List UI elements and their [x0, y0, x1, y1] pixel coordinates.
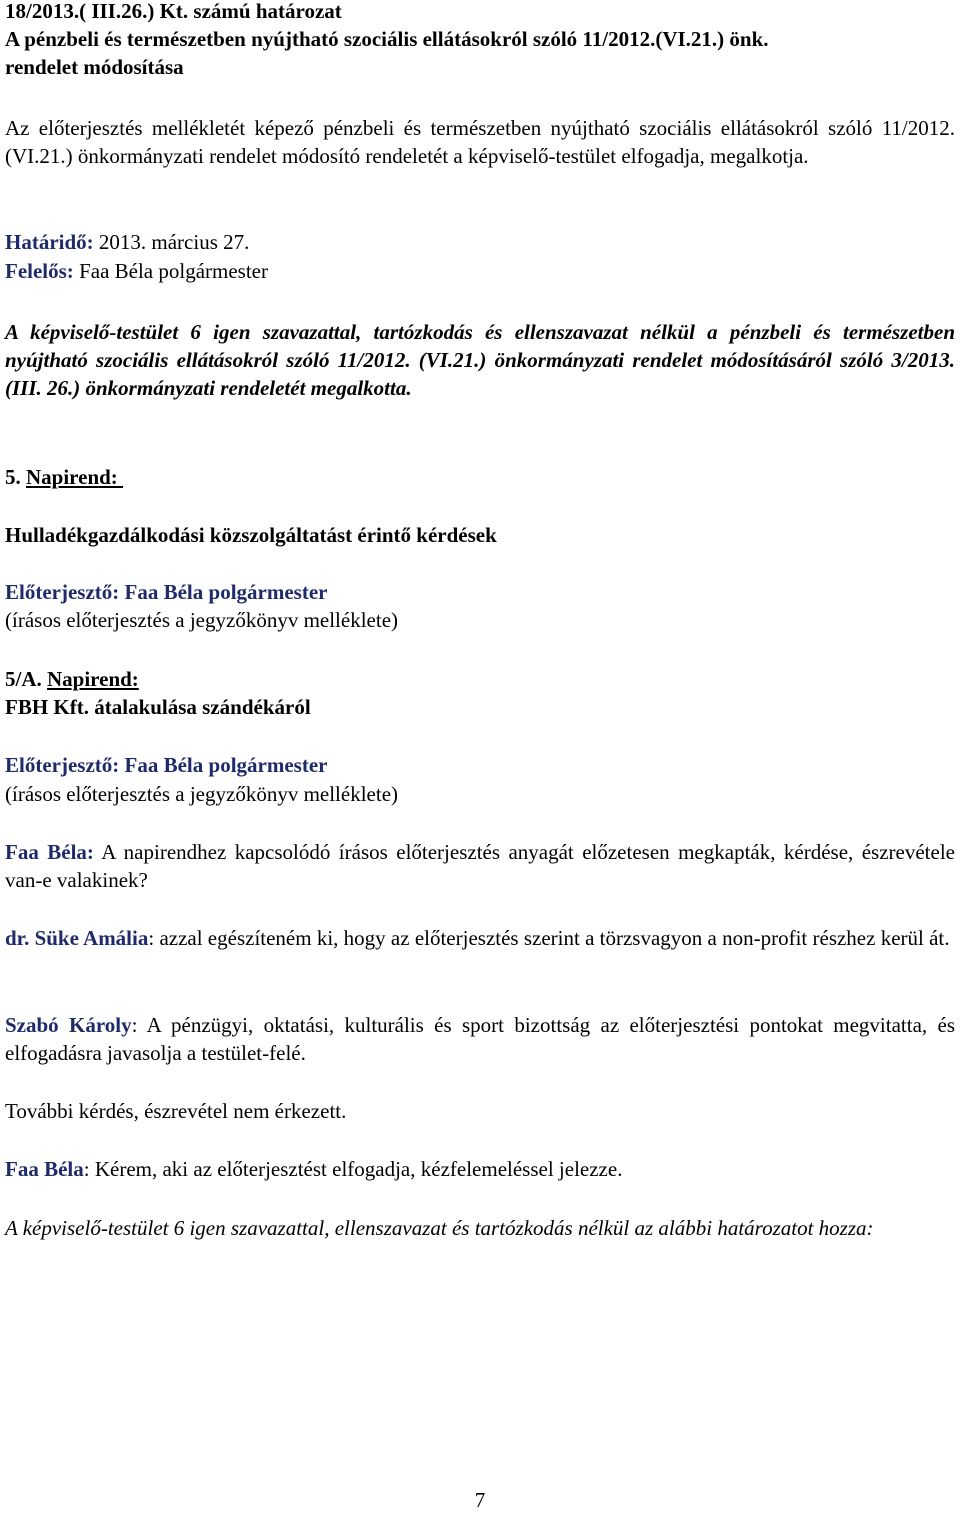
- statement-faa-bela: [5, 838, 955, 894]
- speaker-name: Szabó Károly: [5, 1013, 132, 1037]
- deadline-value: 2013. március 27.: [93, 230, 250, 254]
- speaker-name: Faa Béla:: [5, 840, 94, 864]
- agenda-5a-title: FBH Kft. átalakulása szándékáról: [5, 695, 311, 719]
- agenda-5-note: (írásos előterjesztés a jegyzőkönyv melléklete): [5, 608, 399, 632]
- resolution-header: [5, 0, 955, 81]
- agenda-5a-note: (írásos előterjesztés a jegyzőkönyv melléklete): [5, 782, 399, 806]
- statement-text: : A pénzügyi, oktatási, kulturális és sport bizottság az előterjesztési pontokat megvitatta, és elfogadásra javasolja a testület-felé.: [5, 1013, 955, 1065]
- resolution-number: 18/2013.( III.26.) Kt. számú határozat: [5, 0, 342, 23]
- resolution-body: Az előterjesztés mellékletét képező pénzbeli és természetben nyújtható szociális ellátásokról szóló 11/2012. (VI.21.) önkormányzati rendelet módosító rendeletét a képviselő-testület elfogadja, megalkotja.: [5, 116, 955, 168]
- agenda-5-presenter-name: Faa Béla polgármester: [119, 580, 328, 604]
- statement-text: A napirendhez kapcsolódó írásos előterjesztés anyagát előzetesen megkapták, kérdése, észrevétele van-e valakinek?: [5, 840, 955, 892]
- agenda-5-heading: [5, 463, 955, 491]
- vote-statement-1: A képviselő-testület 6 igen szavazattal, tartózkodás és ellenszavazat nélkül a pénzbeli és természetben nyújtható szociális ellátásokról szóló 11/2012. (VI.21.) önkormányzati rendelet módosításáról szóló 3/2013. (III. 26.) önkormányzati rendeletét megalkotta.: [5, 320, 955, 400]
- agenda-5a-label: Napirend:: [47, 667, 139, 691]
- agenda-5a-presenter-name: Faa Béla polgármester: [119, 753, 328, 777]
- statement-text: : azzal egészíteném ki, hogy az előterjesztés szerint a törzsvagyon a non-profit részhez kerül át.: [148, 926, 950, 950]
- agenda-5-title: Hulladékgazdálkodási közszolgáltatást érintő kérdések: [5, 523, 497, 547]
- page-number: 7: [474, 1488, 486, 1512]
- speaker-name: dr. Süke Amália: [5, 926, 149, 950]
- agenda-5-label: Napirend:: [26, 465, 124, 489]
- statement-szabo-karoly: [5, 1011, 955, 1067]
- agenda-5a-presenter-label: Előterjesztő:: [5, 753, 120, 777]
- closing-statement: [5, 1155, 955, 1183]
- agenda-5a-number: 5/A.: [5, 667, 47, 691]
- speaker-name: Faa Béla: [5, 1157, 84, 1181]
- agenda-5a-heading: [5, 665, 955, 693]
- statement-suke-amalia: [5, 924, 955, 952]
- resolution-subject: A pénzbeli és természetben nyújtható szociális ellátásokról szóló 11/2012.(VI.21.) önk.: [5, 27, 769, 51]
- responsible-line: [5, 257, 955, 285]
- deadline-line: [5, 228, 955, 256]
- agenda-5-presenter-label: Előterjesztő:: [5, 580, 120, 604]
- responsible-label: Felelős:: [5, 259, 74, 283]
- no-more-questions: További kérdés, észrevétel nem érkezett.: [5, 1099, 347, 1123]
- resolution-subject-cont: rendelet módosítása: [5, 55, 184, 79]
- agenda-5-number: 5.: [5, 465, 26, 489]
- vote-statement-2: A képviselő-testület 6 igen szavazattal, ellenszavazat és tartózkodás nélkül az alábbi határozatot hozza:: [5, 1216, 874, 1240]
- deadline-label: Határidő:: [5, 230, 94, 254]
- agenda-5a-presenter: [5, 751, 955, 779]
- agenda-5-presenter: [5, 578, 955, 606]
- responsible-value: Faa Béla polgármester: [73, 259, 268, 283]
- statement-text: : Kérem, aki az előterjesztést elfogadja, kézfelemeléssel jelezze.: [83, 1157, 623, 1181]
